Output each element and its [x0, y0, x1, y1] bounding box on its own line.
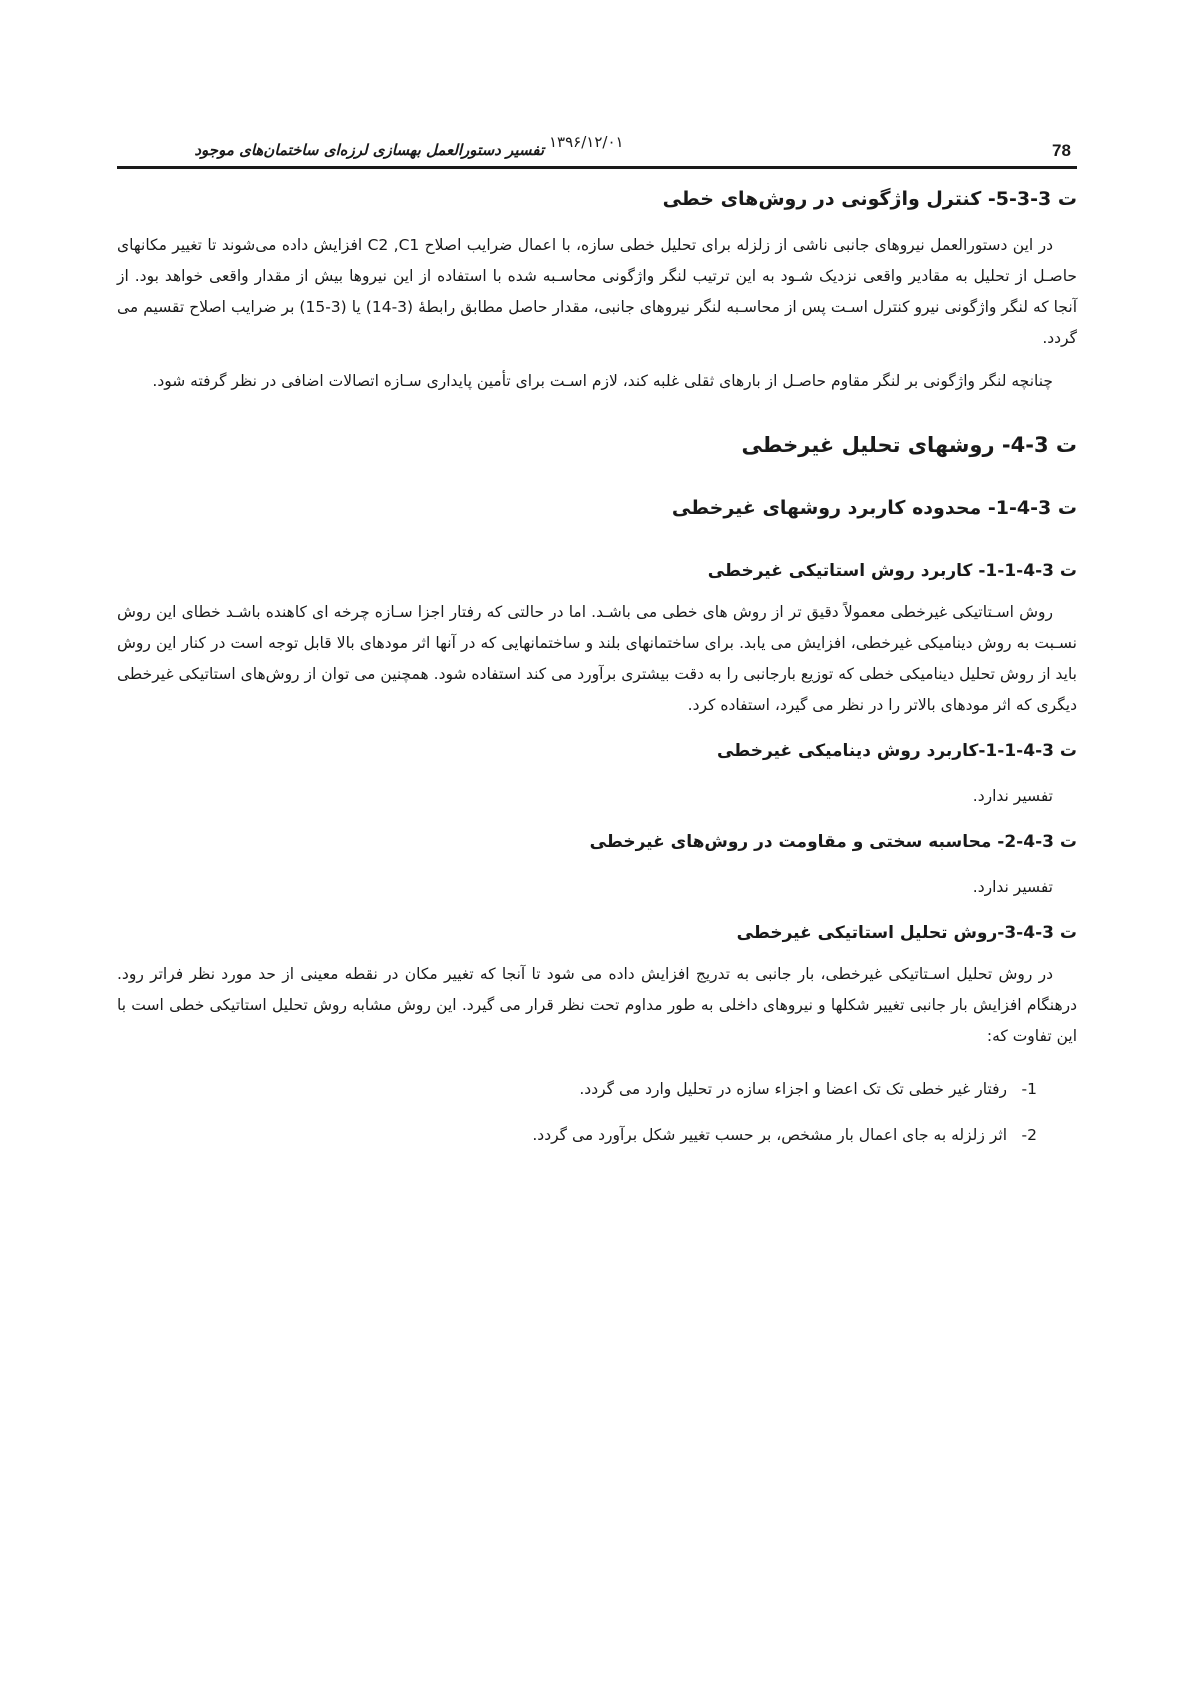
list-item	[117, 1112, 1077, 1158]
page-content	[117, 188, 1077, 1174]
paragraph: چنانچه لنگر واژگونی بر لنگر مقاوم حاصـل از بارهای ثقلی غلبه کند، لازم اسـت برای تأمین پایداری سـازه اتصالات اضافی در نظر گرفته شود.	[152, 372, 1053, 390]
paragraph: تفسیر ندارد.	[972, 878, 1053, 896]
header-title: تفسیر دستورالعمل بهسازی لرزه‌ای ساختمان‌های موجود	[194, 141, 544, 159]
paragraph: روش اسـتاتیکی غیرخطی معمولاً دقیق تر از روش های خطی می باشـد. اما در حالتی که رفتار اجزا سـازه چرخه ای کاهنده باشـد خطای این روش نسـبت به روش دینامیکی غیرخطی، افزایش می یابد. برای ساختمانهای بلند و ساختمانهایی که در آنها اثر مودهای بالا قابل توجه است در کنار این روش باید از روش تحلیل دینامیکی خطی که توزیع بارجانبی را به دقت بیشتری برآورد می کند استفاده شود. همچنین می توان از روش‌های استاتیکی غیرخطی دیگری که اثر مودهای بالاتر را در نظر می گیرد، استفاده کرد.	[117, 603, 1077, 714]
section-heading: ت 3-4-2- محاسبه سختی و مقاومت در روش‌های غیرخطی	[589, 832, 1077, 852]
paragraph: تفسیر ندارد.	[972, 787, 1053, 805]
paragraph: در روش تحلیل اسـتاتیکی غیرخطی، بار جانبی به تدریج افزایش داده می شود تا آنجا که تغییر مکان در نقطه معینی از حد مورد نظر فراتر رود. درهنگام افزایش بار جانبی تغییر شکلها و نیروهای داخلی به طور مداوم تحت نظر قرار می گیرد. این روش مشابه روش تحلیل استاتیکی خطی است با این تفاوت که:	[117, 965, 1077, 1045]
list-number: 2-	[1021, 1126, 1037, 1144]
header-date: ۱۳۹۶/۱۲/۰۱	[549, 133, 624, 151]
section-heading: ت 3-4-3-روش تحلیل استاتیکی غیرخطی	[736, 923, 1077, 943]
paragraph: در این دستورالعمل نیروهای جانبی ناشی از زلزله برای تحلیل خطی سازه، با اعمال ضرایب اصلاح C2 ,C1 افزایش داده می‌شوند تا تغییر مکانهای حاصـل از تحلیل به مقادیر واقعی نزدیک شـود به این ترتیب لنگر واژگونی محاسـبه شده با استفاده از این نیروها بیش از مقدار واقعی خواهد بود. از آنجا که لنگر واژگونی نیرو کنترل اسـت پس از محاسـبه لنگر نیروهای جانبی، مقدار حاصل مطابق رابطهٔ (3-14) یا (3-15) بر ضرایب اصلاح تقسیم می گردد.	[117, 236, 1077, 347]
section-heading: ت 3-4-1-1- کاربرد روش استاتیکی غیرخطی	[707, 561, 1077, 581]
page-header	[117, 125, 1077, 165]
list-number: 1-	[1021, 1080, 1037, 1098]
header-rule	[117, 166, 1077, 169]
numbered-list	[117, 1066, 1077, 1158]
section-heading: ت 3-3-5- کنترل واژگونی در روش‌های خطی	[662, 188, 1077, 210]
section-heading: ت 3-4-1- محدوده کاربرد روشهای غیرخطی	[671, 497, 1077, 519]
section-heading: ت 3-4-1-1-کاربرد روش دینامیکی غیرخطی	[716, 741, 1077, 761]
section-heading: ت 3-4- روشهای تحلیل غیرخطی	[741, 433, 1077, 457]
list-text: رفتار غیر خطی تک تک اعضا و اجزاء سازه در تحلیل وارد می گردد.	[579, 1080, 1007, 1098]
list-text: اثر زلزله به جای اعمال بار مشخص، بر حسب تغییر شکل برآورد می گردد.	[532, 1126, 1007, 1144]
page-number: 78	[1052, 141, 1071, 160]
list-item	[117, 1066, 1077, 1112]
